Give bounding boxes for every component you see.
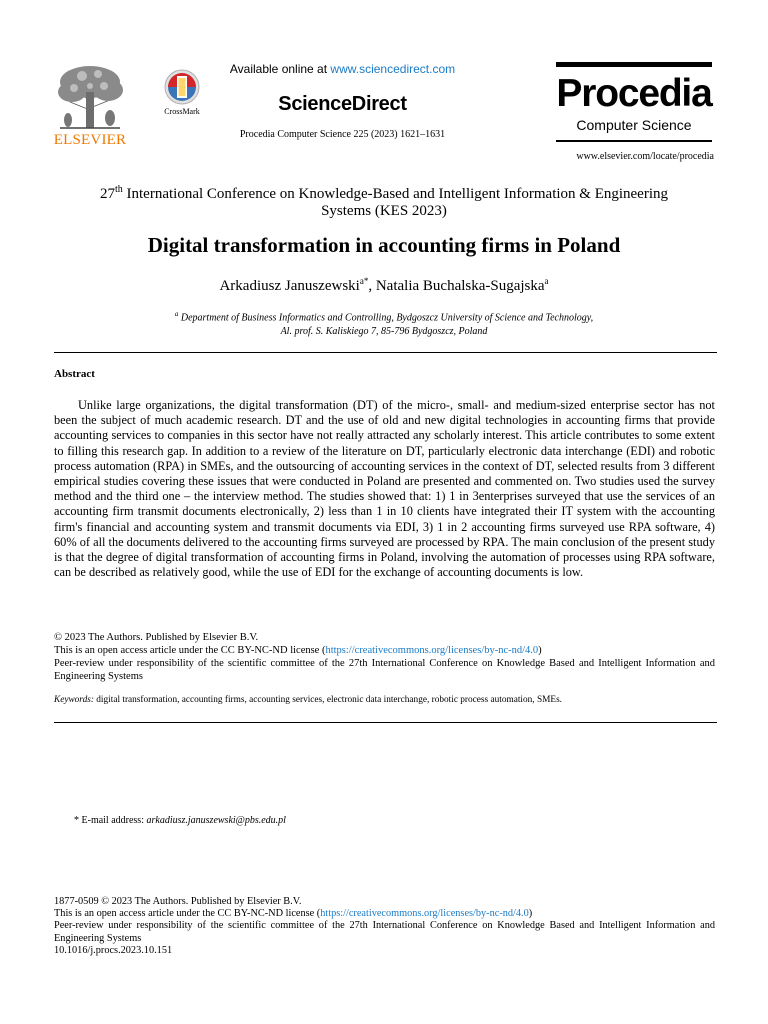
license-link[interactable]: https://creativecommons.org/licenses/by-nc-nd/4.0 — [325, 645, 539, 656]
paper-title: Digital transformation in accounting firms in Poland — [147, 233, 621, 257]
footer-open-access-line — [54, 908, 715, 920]
crossmark-icon[interactable] — [160, 68, 204, 108]
email-address[interactable]: arkadiusz.januszewski@pbs.edu.pl — [146, 815, 286, 826]
footer-peer-review-line: Peer-review under responsibility of the scientific committee of the 27th International Conference on Knowledge Based and Intelligent Information and Engineering Systems — [54, 920, 715, 944]
journal-reference: Procedia Computer Science 225 (2023) 1621–1631 — [239, 129, 446, 140]
author-separator: , — [368, 278, 376, 294]
copyright-line: © 2023 The Authors. Published by Elsevier B.V. — [54, 632, 259, 643]
journal-name: Procedia — [556, 72, 712, 115]
elsevier-tree-logo — [52, 62, 128, 130]
license-block — [54, 631, 715, 683]
conference-ordinal: 27 — [99, 186, 115, 202]
publisher-logo-text: ELSEVIER — [53, 132, 127, 148]
conference-name-line1: International Conference on Knowledge-Based and Intelligent Information & Engineering — [122, 186, 669, 202]
peer-review-line: Peer-review under responsibility of the scientific committee of the 27th International Conference on Knowledge Based and Intelligent Information and Engineering Systems — [54, 658, 715, 682]
open-access-line — [54, 644, 715, 657]
affiliation-line1: Department of Business Informatics and Controlling, Bydgoszcz University of Science and Technology, — [178, 312, 594, 324]
keywords-label: Keywords: — [54, 695, 94, 705]
keywords — [54, 695, 715, 705]
journal-subtitle: Computer Science — [576, 117, 692, 133]
available-prefix: Available online at — [229, 62, 331, 76]
available-online-line — [220, 62, 465, 76]
author-name: Natalia Buchalska-Sugajska — [375, 278, 545, 294]
crossmark-label: CrossMark — [164, 107, 200, 116]
author-list — [54, 276, 714, 295]
author-affiliation-mark: a — [544, 276, 549, 286]
affiliation-mark: a — [174, 310, 179, 318]
sciencedirect-title: ScienceDirect — [278, 93, 407, 115]
abstract-heading: Abstract — [54, 368, 95, 380]
divider — [54, 722, 717, 723]
footer — [54, 896, 715, 957]
email-label: * E-mail address: — [74, 815, 147, 826]
abstract-text: Unlike large organizations, the digital transformation (DT) of the micro-, small- and medium-sized enterprise sector has not been the subject of much academic research. DT and the use of old and new digital technologies in accounting firms that provide accounting services to companies in this sector have not really attracted any scholarly interest. This article contributes to some extent to filling this research gap. In addition to a review of the literature on DT, particularly electronic data interchange (EDI) and robotic process automation (RPA) in SMEs, and the outsourcing of accounting services in the context of DT, selected results from 3 different empirical studies covering these issues that were conducted in Poland are presented and commented on. Two studies used the survey method and the third one – the interview method. The studies showed that: 1) 1 in 3enterprises surveyed that use the services of an accounting firm transmit documents electronically, 2) less than 1 in 10 clients have integrated their IT system with the accounting firm's financial and accounting system and transmit documents via EDI, 3) 1 in 2 accounting firms surveyed use RPA software, 4) 60% of all the documents delivered to the accounting firms surveyed are processed by RPA. The main conclusion of the present study is that the degree of digital transformation of accounting firms in Poland, involving the automation of processes using RPA software, can be described as relatively good, while the use of EDI for the exchange of accounting documents is low. — [54, 398, 715, 580]
author-affiliation-mark: a* — [359, 276, 369, 286]
conference-ordinal-suffix: th — [114, 184, 123, 195]
doi[interactable]: 10.1016/j.procs.2023.10.151 — [54, 944, 173, 956]
affiliation — [54, 307, 714, 339]
footer-open-access-suffix: ) — [528, 908, 533, 920]
keywords-text: digital transformation, accounting firms, accounting services, electronic data interchange, robotic process automation, SMEs. — [93, 695, 563, 705]
conference-name — [54, 181, 714, 220]
footer-open-access-prefix: This is an open access article under the CC BY-NC-ND license ( — [54, 908, 321, 920]
correspondence-note — [74, 815, 286, 826]
divider — [54, 352, 717, 353]
sciencedirect-link[interactable]: www.sciencedirect.com — [330, 62, 456, 76]
affiliation-line2: Al. prof. S. Kaliskiego 7, 85-796 Bydgoszcz, Poland — [280, 326, 488, 338]
conference-name-line2: Systems (KES 2023) — [321, 203, 447, 219]
open-access-suffix: ) — [538, 645, 542, 656]
journal-url[interactable]: www.elsevier.com/locate/procedia — [576, 151, 714, 162]
author-name: Arkadiusz Januszewski — [219, 278, 360, 294]
open-access-prefix: This is an open access article under the CC BY-NC-ND license ( — [54, 645, 326, 656]
issn-line: 1877-0509 © 2023 The Authors. Published by Elsevier B.V. — [54, 896, 302, 907]
footer-license-link[interactable]: https://creativecommons.org/licenses/by-nc-nd/4.0 — [320, 908, 529, 920]
